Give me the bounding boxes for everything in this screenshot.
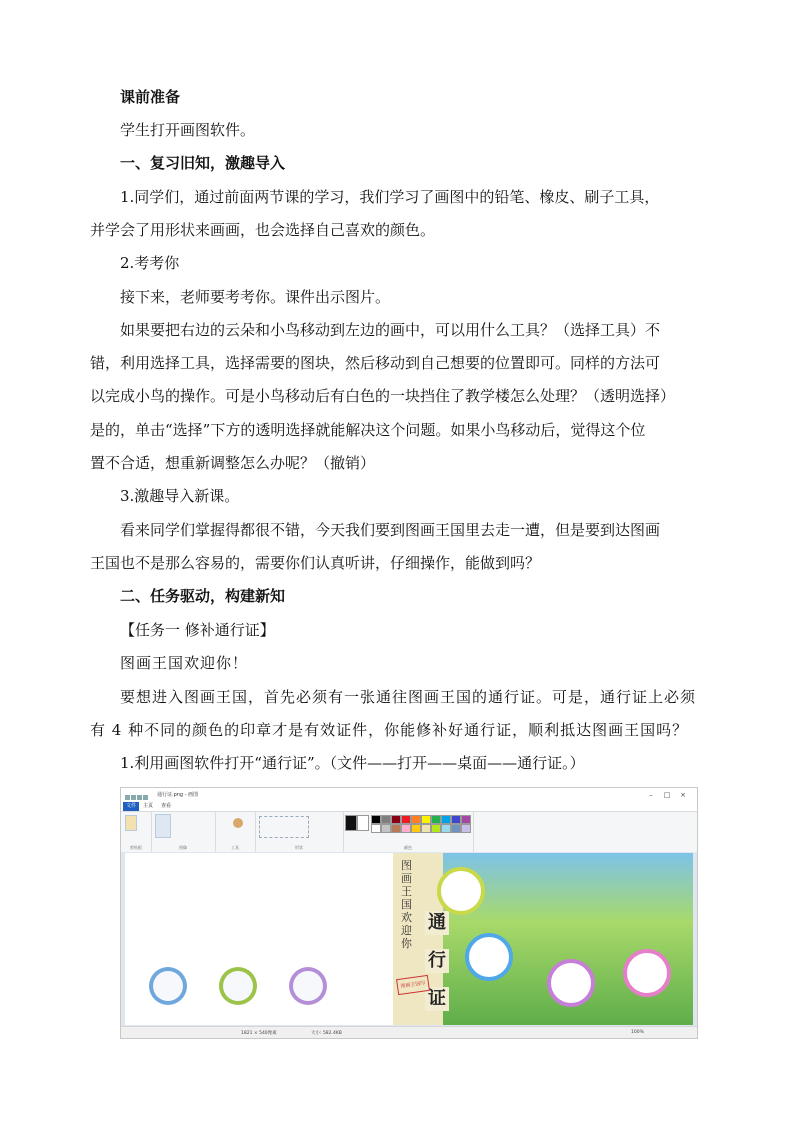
palette-swatch bbox=[371, 824, 381, 833]
status-file-size: 大小: 582.4KB bbox=[311, 1031, 342, 1036]
p4-line2: 错，利用选择工具，选择需要的图块，然后移动到自己想要的位置即可。同样的方法可 bbox=[90, 354, 661, 372]
p4-line4: 是的，单击“选择”下方的透明选择就能解决这个问题。如果小鸟移动后，觉得这个位 bbox=[90, 421, 646, 439]
p2-label: 2.考考你 bbox=[120, 254, 180, 272]
green-stamp bbox=[219, 967, 257, 1005]
paint-status-bar bbox=[121, 1026, 697, 1039]
paint-screenshot bbox=[120, 787, 698, 1039]
palette-swatch bbox=[451, 824, 461, 833]
stamp-slot-4 bbox=[623, 949, 671, 997]
palette-swatch bbox=[381, 824, 391, 833]
maximize-icon: □ bbox=[663, 791, 671, 799]
welcome-text: 图画王国欢迎你！ bbox=[120, 654, 249, 672]
pass-char-2: 行 bbox=[425, 949, 449, 973]
group-tools bbox=[215, 812, 256, 852]
pass-char-1: 通 bbox=[425, 911, 449, 935]
p1-line2: 并学会了用形状来画画，也会选择自己喜欢的颜色。 bbox=[90, 221, 436, 239]
group-label-shapes: 形状 bbox=[295, 845, 303, 850]
color2-swatch bbox=[357, 815, 369, 831]
palette-swatch bbox=[431, 824, 441, 833]
paint-title-bar bbox=[121, 788, 697, 802]
pass-title: 图画王国欢迎你 bbox=[401, 859, 412, 950]
select-icon bbox=[155, 814, 171, 838]
group-label-clipboard: 剪贴板 bbox=[130, 845, 142, 850]
purple-stamp bbox=[289, 967, 327, 1005]
palette-swatch bbox=[441, 824, 451, 833]
p4-line1: 如果要把右边的云朵和小鸟移动到左边的画中，可以用什么工具？（选择工具）不 bbox=[120, 321, 661, 339]
paint-ribbon-tabs bbox=[121, 802, 697, 811]
p1-line1: 1.同学们，通过前面两节课的学习，我们学习了画图中的铅笔、橡皮、刷子工具， bbox=[120, 188, 660, 206]
palette-swatch bbox=[381, 815, 391, 824]
section1-heading: 一、复习旧知，激趣导入 bbox=[120, 154, 286, 172]
p7-line1: 要想进入图画王国，首先必须有一张通往图画王国的通行证。可是，通行证上必须 bbox=[120, 688, 697, 706]
p6-line2: 王国也不是那么容易的，需要你们认真听讲，仔细操作，能做到吗？ bbox=[90, 554, 541, 572]
group-image bbox=[151, 812, 216, 852]
status-zoom: 100% bbox=[631, 1030, 644, 1035]
stamp-slot-3 bbox=[547, 959, 595, 1007]
blue-stamp bbox=[149, 967, 187, 1005]
shapes-gallery bbox=[259, 816, 309, 838]
palette-swatch bbox=[391, 824, 401, 833]
group-colors bbox=[343, 812, 474, 852]
palette-swatch bbox=[431, 815, 441, 824]
paint-ribbon bbox=[121, 811, 697, 853]
group-shapes bbox=[255, 812, 344, 852]
quick-access-toolbar bbox=[125, 792, 153, 798]
window-controls bbox=[643, 788, 691, 802]
palette-swatch bbox=[421, 815, 431, 824]
section2-heading: 二、任务驱动，构建新知 bbox=[120, 587, 286, 605]
color1-swatch bbox=[345, 815, 357, 831]
brush-icon bbox=[233, 818, 243, 828]
group-label-tools: 工具 bbox=[231, 845, 239, 850]
tab-home: 主页 bbox=[143, 803, 154, 809]
palette-swatch bbox=[421, 824, 431, 833]
p8: 1.利用画图软件打开“通行证”。（文件——打开——桌面——通行证。） bbox=[120, 754, 585, 772]
paint-canvas bbox=[125, 853, 693, 1025]
p3: 接下来，老师要考考你。课件出示图片。 bbox=[120, 288, 391, 306]
prep-heading: 课前准备 bbox=[120, 88, 181, 106]
palette-swatch bbox=[401, 824, 411, 833]
stamp-slot-2 bbox=[465, 933, 513, 981]
close-icon: × bbox=[680, 791, 686, 799]
pass-card bbox=[393, 853, 693, 1025]
palette-swatch bbox=[401, 815, 411, 824]
palette-swatch bbox=[461, 824, 471, 833]
tab-file: 文件 bbox=[123, 802, 139, 811]
minimize-icon: – bbox=[649, 791, 653, 799]
tab-view: 查看 bbox=[161, 803, 172, 809]
palette-swatch bbox=[461, 815, 471, 824]
p4-line3: 以完成小鸟的操作。可是小鸟移动后有白色的一块挡住了教学楼怎么处理？（透明选择） bbox=[90, 387, 676, 405]
pass-char-3: 证 bbox=[425, 987, 449, 1011]
palette-swatch bbox=[411, 824, 421, 833]
palette-swatch bbox=[391, 815, 401, 824]
palette-swatch bbox=[441, 815, 451, 824]
p6-line1: 看来同学们掌握得都很不错，今天我们要到图画王国里去走一遭，但是要到达图画 bbox=[120, 521, 661, 539]
p5-label: 3.激趣导入新课。 bbox=[120, 487, 240, 505]
stamp-slot-1 bbox=[437, 867, 485, 915]
group-label-colors: 颜色 bbox=[404, 845, 412, 850]
palette-swatch bbox=[411, 815, 421, 824]
palette-swatch bbox=[451, 815, 461, 824]
task1-heading: 【任务一 修补通行证】 bbox=[120, 621, 275, 639]
paste-icon bbox=[125, 815, 137, 831]
status-image-size: 1821 × 540像素 bbox=[241, 1031, 277, 1036]
group-clipboard bbox=[121, 812, 152, 852]
red-seal: 图画王国印 bbox=[396, 975, 430, 995]
paint-window-title: 通行证.png - 画图 bbox=[157, 792, 199, 798]
paint-canvas-area bbox=[121, 852, 697, 1026]
prep-text: 学生打开画图软件。 bbox=[120, 121, 256, 139]
p4-line5: 置不合适，想重新调整怎么办呢？（撤销） bbox=[90, 454, 376, 472]
palette-swatch bbox=[371, 815, 381, 824]
group-label-image: 图像 bbox=[179, 845, 187, 850]
p7-line2: 有 4 种不同的颜色的印章才是有效证件，你能修补好通行证，顺利抵达图画王国吗？ bbox=[90, 721, 689, 739]
